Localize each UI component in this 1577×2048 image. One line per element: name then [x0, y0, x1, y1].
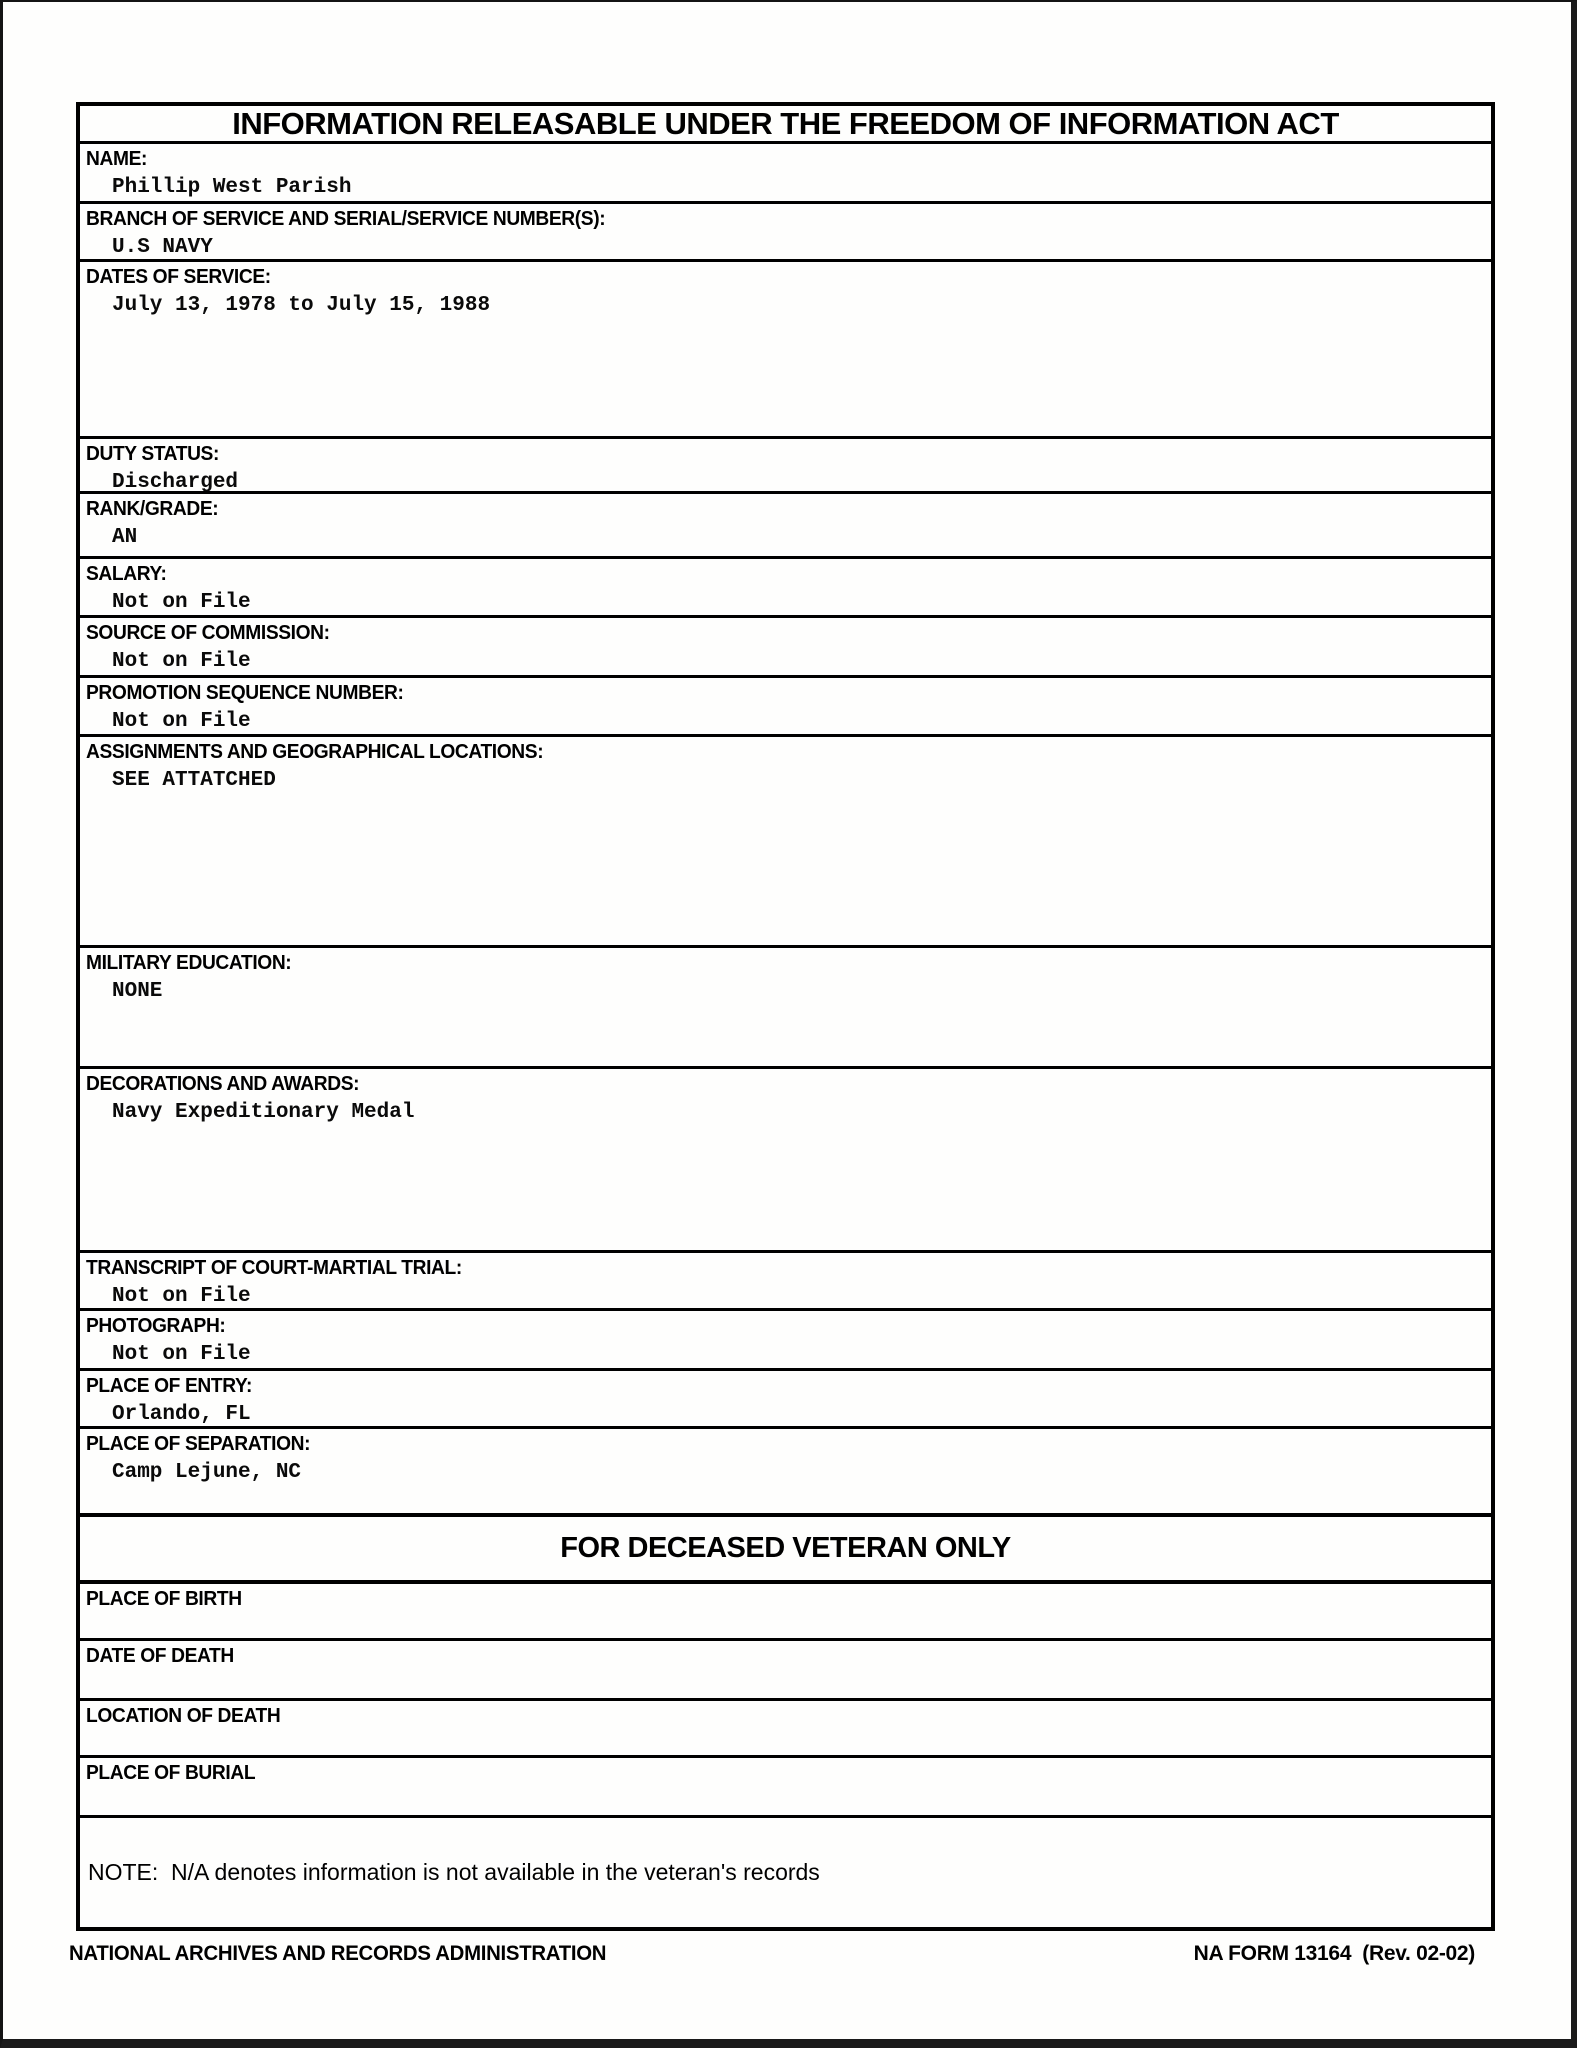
branch-of-service-label: BRANCH OF SERVICE AND SERIAL/SERVICE NUMBER(S):	[86, 208, 606, 230]
decorations-awards-label: DECORATIONS AND AWARDS:	[86, 1073, 360, 1095]
place-of-burial-label: PLACE OF BURIAL	[86, 1762, 256, 1784]
rank-grade-value: AN	[112, 526, 138, 549]
note-row	[80, 1818, 1491, 1927]
field-row-salary	[80, 559, 1491, 618]
form-title-row	[80, 106, 1491, 144]
field-row-branch-of-service	[80, 204, 1491, 262]
field-row-place-of-separation	[80, 1429, 1491, 1516]
military-education-value: NONE	[112, 980, 163, 1003]
dates-of-service-value: July 13, 1978 to July 15, 1988	[112, 294, 491, 317]
place-of-entry-label: PLACE OF ENTRY:	[86, 1375, 252, 1397]
form-footer	[69, 1942, 1495, 1966]
branch-of-service-value: U.S NAVY	[112, 236, 213, 259]
court-martial-transcript-label: TRANSCRIPT OF COURT-MARTIAL TRIAL:	[86, 1257, 462, 1279]
source-of-commission-value: Not on File	[112, 650, 251, 673]
field-row-name	[80, 144, 1491, 204]
field-row-promotion-sequence-number	[80, 678, 1491, 737]
field-row-decorations-awards	[80, 1069, 1491, 1253]
salary-label: SALARY:	[86, 563, 167, 585]
field-row-dates-of-service	[80, 262, 1491, 439]
field-row-duty-status	[80, 439, 1491, 494]
field-row-rank-grade	[80, 494, 1491, 559]
field-row-court-martial-transcript	[80, 1253, 1491, 1311]
duty-status-value: Discharged	[112, 471, 239, 494]
field-row-place-of-entry	[80, 1371, 1491, 1429]
name-label: NAME:	[86, 148, 148, 170]
promotion-sequence-number-value: Not on File	[112, 710, 251, 733]
deceased-veteran-section-header	[80, 1516, 1491, 1584]
photograph-value: Not on File	[112, 1343, 251, 1366]
promotion-sequence-number-label: PROMOTION SEQUENCE NUMBER:	[86, 682, 404, 704]
assignments-locations-label: ASSIGNMENTS AND GEOGRAPHICAL LOCATIONS:	[86, 741, 544, 763]
name-value: Phillip West Parish	[112, 176, 352, 199]
decorations-awards-value: Navy Expeditionary Medal	[112, 1101, 415, 1124]
dates-of-service-label: DATES OF SERVICE:	[86, 266, 271, 288]
field-row-assignments-locations	[80, 737, 1491, 948]
place-of-separation-value: Camp Lejune, NC	[112, 1461, 302, 1484]
rank-grade-label: RANK/GRADE:	[86, 498, 219, 520]
place-of-entry-value: Orlando, FL	[112, 1403, 251, 1426]
field-row-date-of-death	[80, 1641, 1491, 1701]
court-martial-transcript-value: Not on File	[112, 1285, 251, 1308]
foia-release-form	[76, 102, 1495, 1931]
field-row-location-of-death	[80, 1701, 1491, 1758]
field-row-place-of-birth	[80, 1584, 1491, 1641]
field-row-place-of-burial	[80, 1758, 1491, 1818]
date-of-death-label: DATE OF DEATH	[86, 1645, 234, 1667]
footer-form-number: NA FORM 13164 (Rev. 02-02)	[1193, 1942, 1475, 1965]
field-row-photograph	[80, 1311, 1491, 1371]
note-text: NOTE: N/A denotes information is not available in the veteran's records	[88, 1859, 820, 1885]
source-of-commission-label: SOURCE OF COMMISSION:	[86, 622, 330, 644]
field-row-military-education	[80, 948, 1491, 1069]
duty-status-label: DUTY STATUS:	[86, 443, 219, 465]
photograph-label: PHOTOGRAPH:	[86, 1315, 226, 1337]
place-of-separation-label: PLACE OF SEPARATION:	[86, 1433, 311, 1455]
assignments-locations-value: SEE ATTATCHED	[112, 769, 276, 792]
field-row-source-of-commission	[80, 618, 1491, 678]
deceased-veteran-heading: FOR DECEASED VETERAN ONLY	[560, 1532, 1011, 1564]
military-education-label: MILITARY EDUCATION:	[86, 952, 292, 974]
place-of-birth-label: PLACE OF BIRTH	[86, 1588, 242, 1610]
location-of-death-label: LOCATION OF DEATH	[86, 1705, 281, 1727]
salary-value: Not on File	[112, 591, 251, 614]
footer-agency-name: NATIONAL ARCHIVES AND RECORDS ADMINISTRATION	[69, 1942, 607, 1965]
form-title: INFORMATION RELEASABLE UNDER THE FREEDOM OF INFORMATION ACT	[232, 106, 1339, 141]
